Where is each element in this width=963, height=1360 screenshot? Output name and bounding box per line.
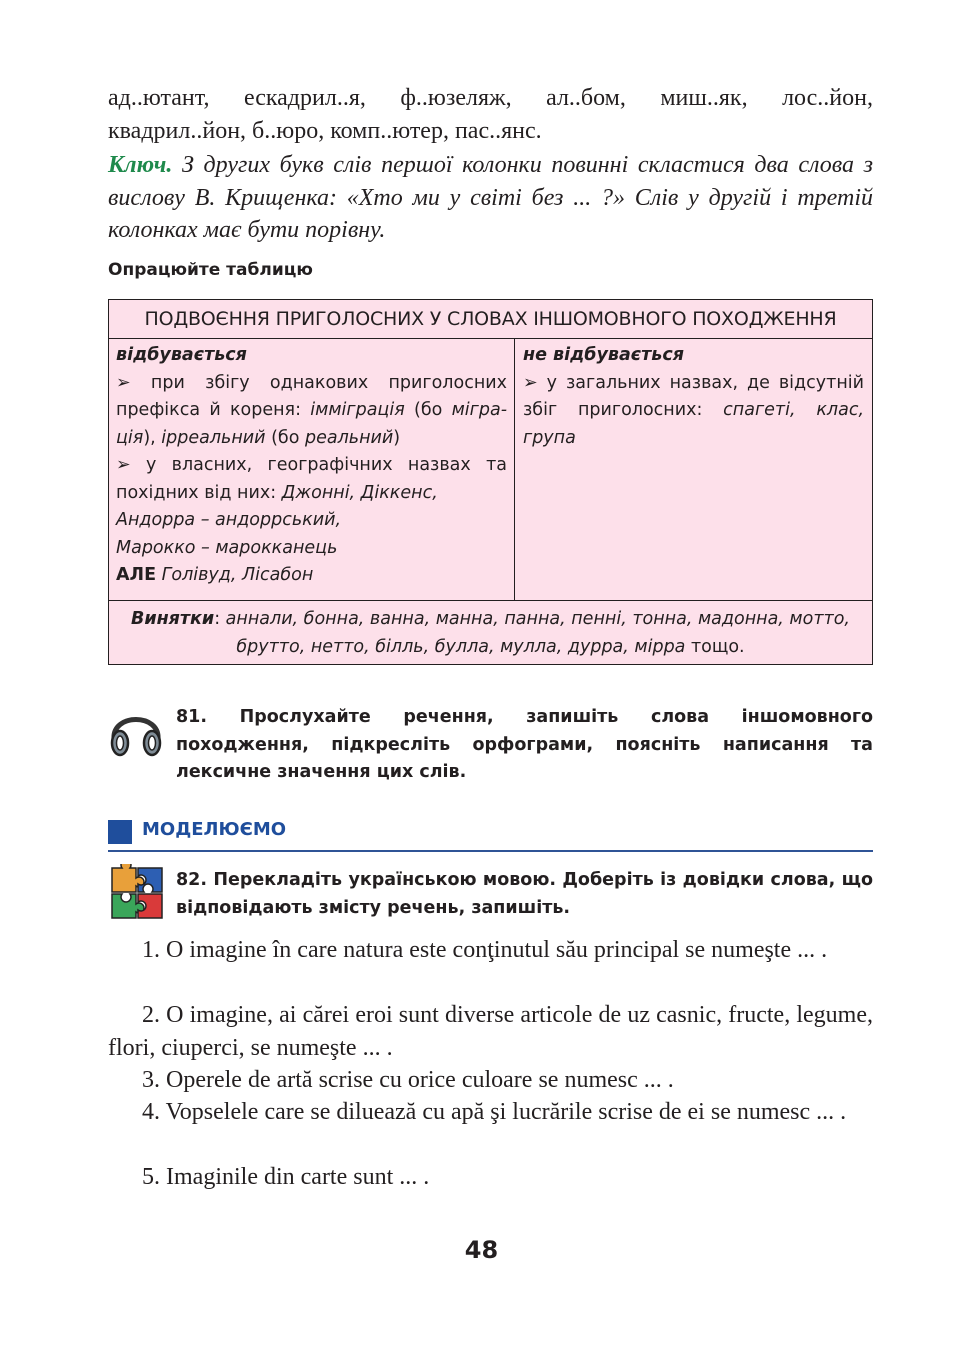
key-text: З других букв слів першої колонки повинні скластися два слова з вислову В. Крищенка: «Хто ми у світі без ... ?» Слів у другій і третій колонках має бути порівну. [108,152,873,243]
column-title-not-occurs: не відбувається [523,345,684,365]
rule-proper-names: ➢ у власних, географічних назвах та похідних від них: Джонні, Діккенс, [116,455,507,503]
rule-common-nouns: ➢ у загальних назвах, де відсутній збіг приголосних: спагеті, клас, група [523,372,865,448]
exercise-words: ад..ютант, ескадрил..я, ф..юзеляж, ал..бом, миш..як, лос..йон, квадрил..йон, б..юро, комп..ютер, пас..янс. [108,85,873,144]
section-heading [108,816,873,852]
task-82: 82. Перекладіть українською мовою. Доберіть із довідки слова, що відповідають змісту речень, запишіть. [176,870,873,918]
sentence-1: 1. O imagine în care natura este conţinutul său principal se numeşte ... . [142,937,828,963]
example-morocco: Марокко – марокканець [116,537,338,558]
page-number: 48 [464,1236,499,1264]
table-column-occurs [109,339,515,600]
table-header: ПОДВОЄННЯ ПРИГОЛОСНИХ У СЛОВАХ ІНШОМОВНОГО ПОХОДЖЕННЯ [109,300,872,339]
sentence-5: 5. Imaginile din carte sunt ... . [142,1164,430,1190]
sentence-3: 3. Operele de artă scrise cu orice culoare se numesc ... . [142,1067,674,1093]
table-column-not-occurs [515,339,872,600]
rules-table [108,299,873,665]
example-andorra: Андорра – андоррський, [116,510,342,530]
sentence-2: 2. O imagine, ai cărei eroi sunt diverse articole de uz casnic, fructe, legume, flori, ciuperci, se numeşte ... . [108,1002,873,1061]
rule-prefix-root: ➢ при збігу однакових приголосних префікса й кореня: імміграція (бо мігра-ція), ірреальний (бо реальний) [116,372,508,448]
section-square-icon [108,820,132,844]
section-title: МОДЕЛЮЄМО [142,819,287,840]
table-caption: Опрацюйте таблицю [108,260,313,280]
task-81: 81. Прослухайте речення, запишіть слова іншомовного походження, підкресліть орфограми, поясніть написання та лексичне значення цих слів. [176,707,873,782]
key-paragraph [108,149,873,247]
puzzle-icon [108,864,166,922]
sentence-4: 4. Vopselele care se diluează cu apă şi lucrările scrise de ei se numesc ... . [142,1099,847,1125]
headphones-icon [108,703,164,759]
key-label: Ключ. [108,152,173,178]
rule-exception-but: АЛЕ Голівуд, Лісабон [116,565,314,585]
table-exceptions: Винятки: аннали, бонна, ванна, манна, панна, пенні, тонна, мадонна, мотто, брутто, нетто, білль, булла, мулла, дурра, мірра тощо. [109,600,872,664]
column-title-occurs: відбувається [116,345,247,365]
